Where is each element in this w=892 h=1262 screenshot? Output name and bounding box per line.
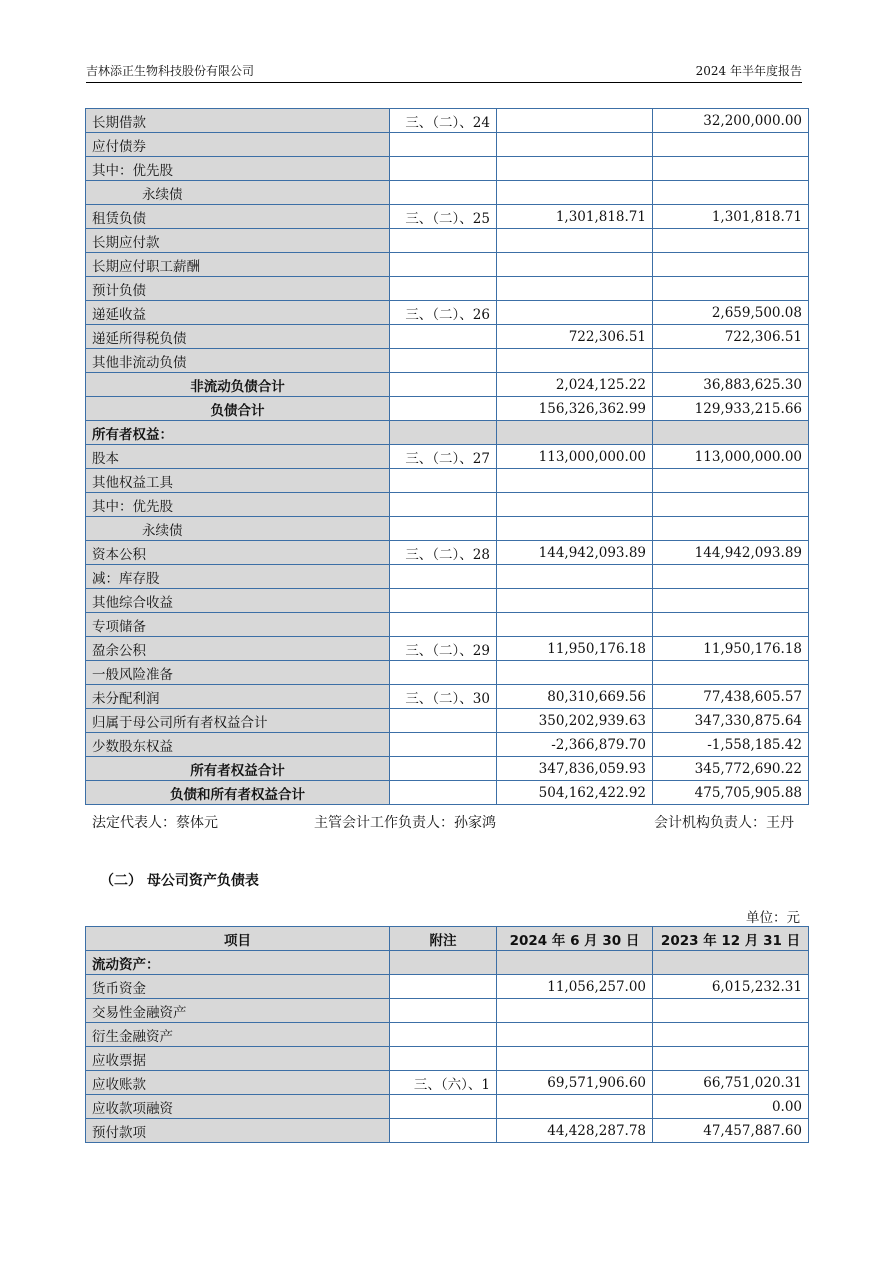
row-current-value: -2,366,879.70 <box>497 733 653 757</box>
row-note <box>390 565 497 589</box>
table-row <box>86 565 809 589</box>
row-item-label: 应收账款 <box>86 1071 390 1095</box>
row-prior-value <box>653 661 809 685</box>
row-prior-value <box>653 589 809 613</box>
row-current-value <box>497 661 653 685</box>
row-item-label: 盈余公积 <box>86 637 390 661</box>
row-prior-value: 77,438,605.57 <box>653 685 809 709</box>
row-prior-value <box>653 349 809 373</box>
row-note <box>390 1047 497 1071</box>
table-row <box>86 301 809 325</box>
row-note <box>390 709 497 733</box>
row-note <box>390 661 497 685</box>
row-current-value: 69,571,906.60 <box>497 1071 653 1095</box>
row-current-value: 11,056,257.00 <box>497 975 653 999</box>
row-current-value: 504,162,422.92 <box>497 781 653 805</box>
table-row <box>86 1119 809 1143</box>
table-row <box>86 133 809 157</box>
row-item-label: 归属于母公司所有者权益合计 <box>86 709 390 733</box>
row-note <box>390 349 497 373</box>
table-row <box>86 229 809 253</box>
table-row <box>86 951 809 975</box>
table-row <box>86 517 809 541</box>
row-current-value: 350,202,939.63 <box>497 709 653 733</box>
row-note <box>390 373 497 397</box>
row-prior-value: 2,659,500.08 <box>653 301 809 325</box>
row-item-label: 交易性金融资产 <box>86 999 390 1023</box>
table-row <box>86 181 809 205</box>
table-row <box>86 397 809 421</box>
row-current-value <box>497 421 653 445</box>
table-row <box>86 999 809 1023</box>
row-item-label: 流动资产： <box>86 951 390 975</box>
row-item-label: 所有者权益合计 <box>86 757 390 781</box>
row-note <box>390 1095 497 1119</box>
row-note: 三、（二）、30 <box>390 685 497 709</box>
row-item-label: 少数股东权益 <box>86 733 390 757</box>
row-prior-value <box>653 517 809 541</box>
row-current-value <box>497 999 653 1023</box>
header-item: 项目 <box>86 927 390 951</box>
row-item-label: 衍生金融资产 <box>86 1023 390 1047</box>
row-current-value <box>497 565 653 589</box>
row-prior-value <box>653 951 809 975</box>
table-row <box>86 205 809 229</box>
row-note <box>390 181 497 205</box>
row-item-label: 长期应付职工薪酬 <box>86 253 390 277</box>
row-item-label: 永续债 <box>86 517 390 541</box>
row-note <box>390 397 497 421</box>
row-prior-value <box>653 1047 809 1071</box>
row-current-value: 80,310,669.56 <box>497 685 653 709</box>
table-row <box>86 157 809 181</box>
row-note <box>390 733 497 757</box>
row-current-value: 113,000,000.00 <box>497 445 653 469</box>
row-current-value <box>497 253 653 277</box>
table-row <box>86 349 809 373</box>
row-note <box>390 613 497 637</box>
row-prior-value: 129,933,215.66 <box>653 397 809 421</box>
row-item-label: 货币资金 <box>86 975 390 999</box>
header-current-period: 2024 年 6 月 30 日 <box>497 927 653 951</box>
row-current-value <box>497 277 653 301</box>
row-item-label: 其他综合收益 <box>86 589 390 613</box>
row-item-label: 其中：优先股 <box>86 157 390 181</box>
company-name: 吉林添正生物科技股份有限公司 <box>86 64 255 78</box>
row-current-value: 1,301,818.71 <box>497 205 653 229</box>
row-prior-value <box>653 999 809 1023</box>
row-note <box>390 589 497 613</box>
row-prior-value <box>653 253 809 277</box>
table-row <box>86 421 809 445</box>
row-note <box>390 253 497 277</box>
row-item-label: 永续债 <box>86 181 390 205</box>
row-current-value <box>497 1047 653 1071</box>
row-item-label: 应收款项融资 <box>86 1095 390 1119</box>
row-prior-value: 144,942,093.89 <box>653 541 809 565</box>
row-item-label: 长期应付款 <box>86 229 390 253</box>
table-row <box>86 493 809 517</box>
row-item-label: 一般风险准备 <box>86 661 390 685</box>
row-prior-value <box>653 277 809 301</box>
row-current-value: 11,950,176.18 <box>497 637 653 661</box>
table-row <box>86 781 809 805</box>
row-current-value <box>497 229 653 253</box>
row-item-label: 股本 <box>86 445 390 469</box>
row-note <box>390 975 497 999</box>
table-row <box>86 541 809 565</box>
row-prior-value: 66,751,020.31 <box>653 1071 809 1095</box>
section-title: （二） 母公司资产负债表 <box>100 873 259 889</box>
row-note: 三、（二）、25 <box>390 205 497 229</box>
row-note <box>390 277 497 301</box>
legal-representative: 法定代表人：蔡体元 <box>92 815 218 831</box>
row-prior-value: 347,330,875.64 <box>653 709 809 733</box>
table-row <box>86 253 809 277</box>
row-item-label: 递延收益 <box>86 301 390 325</box>
row-item-label: 长期借款 <box>86 109 390 133</box>
row-current-value <box>497 613 653 637</box>
row-current-value <box>497 133 653 157</box>
row-note <box>390 469 497 493</box>
row-current-value <box>497 301 653 325</box>
row-item-label: 所有者权益： <box>86 421 390 445</box>
row-current-value <box>497 157 653 181</box>
row-item-label: 其中：优先股 <box>86 493 390 517</box>
row-note: 三、（六）、1 <box>390 1071 497 1095</box>
row-note: 三、（二）、29 <box>390 637 497 661</box>
row-item-label: 应付债券 <box>86 133 390 157</box>
table-row <box>86 757 809 781</box>
row-item-label: 负债和所有者权益合计 <box>86 781 390 805</box>
row-prior-value: 6,015,232.31 <box>653 975 809 999</box>
row-note: 三、（二）、26 <box>390 301 497 325</box>
row-item-label: 递延所得税负债 <box>86 325 390 349</box>
row-prior-value: 345,772,690.22 <box>653 757 809 781</box>
header-note: 附注 <box>390 927 497 951</box>
row-note <box>390 999 497 1023</box>
row-note: 三、（二）、27 <box>390 445 497 469</box>
row-prior-value: 722,306.51 <box>653 325 809 349</box>
row-prior-value: 11,950,176.18 <box>653 637 809 661</box>
table-row <box>86 469 809 493</box>
row-current-value <box>497 469 653 493</box>
consolidated-balance-sheet-table <box>85 108 809 805</box>
row-note <box>390 517 497 541</box>
row-prior-value <box>653 469 809 493</box>
table-row <box>86 1095 809 1119</box>
row-item-label: 应收票据 <box>86 1047 390 1071</box>
row-item-label: 其他非流动负债 <box>86 349 390 373</box>
row-current-value <box>497 589 653 613</box>
row-note <box>390 951 497 975</box>
table-row <box>86 685 809 709</box>
row-current-value <box>497 493 653 517</box>
row-item-label: 其他权益工具 <box>86 469 390 493</box>
row-item-label: 非流动负债合计 <box>86 373 390 397</box>
row-current-value: 2,024,125.22 <box>497 373 653 397</box>
row-prior-value <box>653 133 809 157</box>
row-prior-value: 475,705,905.88 <box>653 781 809 805</box>
header-prior-period: 2023 年 12 月 31 日 <box>653 927 809 951</box>
row-note <box>390 421 497 445</box>
table-header-row <box>86 927 809 951</box>
row-current-value <box>497 109 653 133</box>
row-prior-value: 1,301,818.71 <box>653 205 809 229</box>
row-current-value <box>497 1095 653 1119</box>
row-item-label: 预付款项 <box>86 1119 390 1143</box>
accounting-head: 主管会计工作负责人：孙家鸿 <box>314 815 496 831</box>
row-current-value <box>497 349 653 373</box>
row-current-value <box>497 517 653 541</box>
row-note <box>390 157 497 181</box>
row-note <box>390 1119 497 1143</box>
row-note: 三、（二）、28 <box>390 541 497 565</box>
table-row <box>86 613 809 637</box>
table-row <box>86 373 809 397</box>
row-note: 三、（二）、24 <box>390 109 497 133</box>
table-row <box>86 709 809 733</box>
row-current-value: 156,326,362.99 <box>497 397 653 421</box>
row-note <box>390 325 497 349</box>
row-item-label: 专项储备 <box>86 613 390 637</box>
row-prior-value <box>653 157 809 181</box>
table-row <box>86 277 809 301</box>
row-note <box>390 493 497 517</box>
table-row <box>86 733 809 757</box>
row-current-value: 44,428,287.78 <box>497 1119 653 1143</box>
row-prior-value: 36,883,625.30 <box>653 373 809 397</box>
row-item-label: 租赁负债 <box>86 205 390 229</box>
row-item-label: 负债合计 <box>86 397 390 421</box>
row-note <box>390 133 497 157</box>
row-prior-value: 47,457,887.60 <box>653 1119 809 1143</box>
row-prior-value <box>653 565 809 589</box>
table-row <box>86 1047 809 1071</box>
row-prior-value: 0.00 <box>653 1095 809 1119</box>
signatories <box>92 812 802 832</box>
row-current-value: 347,836,059.93 <box>497 757 653 781</box>
row-current-value: 722,306.51 <box>497 325 653 349</box>
report-title: 2024 年半年度报告 <box>695 64 802 78</box>
row-prior-value <box>653 229 809 253</box>
row-note <box>390 1023 497 1047</box>
table-row <box>86 109 809 133</box>
accounting-dept-head: 会计机构负责人：王丹 <box>654 815 794 831</box>
table-row <box>86 637 809 661</box>
row-prior-value <box>653 421 809 445</box>
row-prior-value: -1,558,185.42 <box>653 733 809 757</box>
row-note <box>390 229 497 253</box>
row-prior-value <box>653 493 809 517</box>
table-row <box>86 975 809 999</box>
row-current-value <box>497 951 653 975</box>
page-header <box>86 62 802 83</box>
row-prior-value <box>653 181 809 205</box>
row-item-label: 减：库存股 <box>86 565 390 589</box>
table-row <box>86 325 809 349</box>
unit-label: 单位：元 <box>746 910 800 926</box>
row-note <box>390 781 497 805</box>
parent-balance-sheet-table <box>85 926 809 1143</box>
table-row <box>86 1023 809 1047</box>
row-item-label: 未分配利润 <box>86 685 390 709</box>
row-prior-value: 32,200,000.00 <box>653 109 809 133</box>
row-prior-value <box>653 613 809 637</box>
row-item-label: 预计负债 <box>86 277 390 301</box>
table-row <box>86 661 809 685</box>
row-current-value: 144,942,093.89 <box>497 541 653 565</box>
row-current-value <box>497 1023 653 1047</box>
table-row <box>86 1071 809 1095</box>
table-row <box>86 445 809 469</box>
row-prior-value <box>653 1023 809 1047</box>
row-current-value <box>497 181 653 205</box>
table-row <box>86 589 809 613</box>
row-note <box>390 757 497 781</box>
row-item-label: 资本公积 <box>86 541 390 565</box>
row-prior-value: 113,000,000.00 <box>653 445 809 469</box>
